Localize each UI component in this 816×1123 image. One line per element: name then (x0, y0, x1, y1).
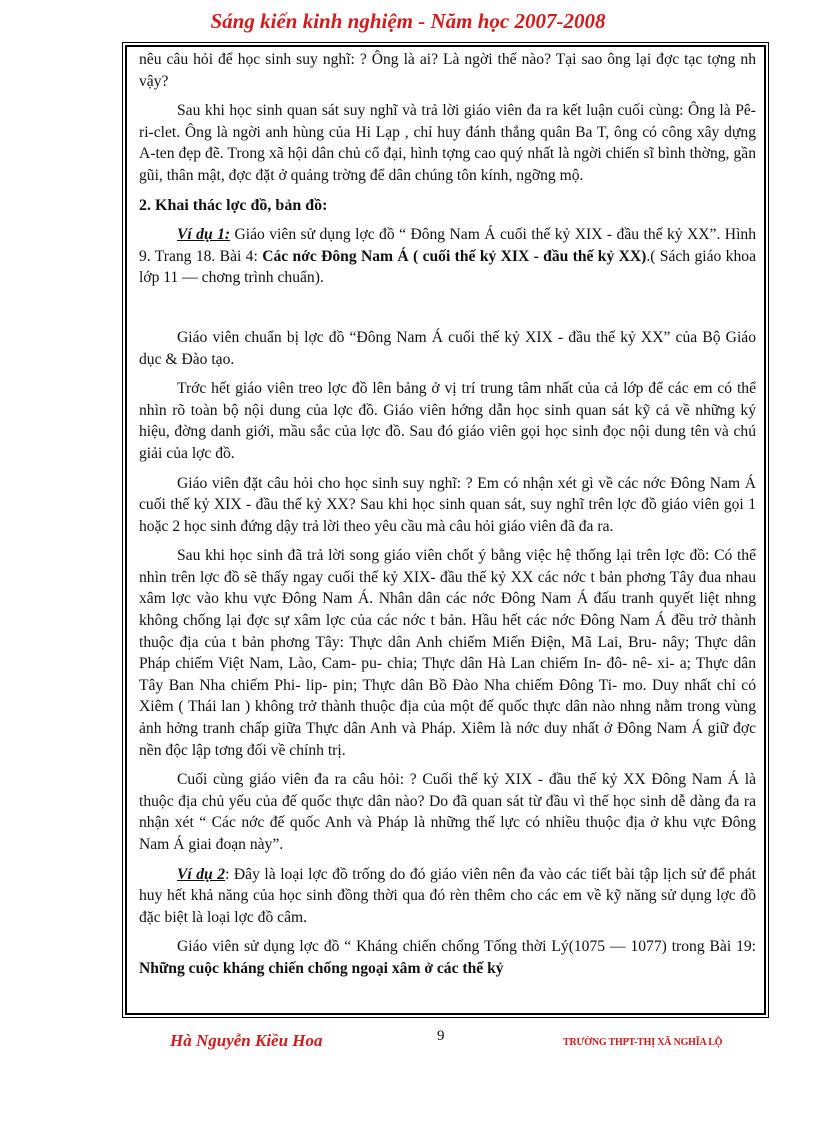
paragraph-4: Trớc hết giáo viên treo lợc đồ lên bảng ở vị trí trung tâm nhất của cả lớp để các em có thể nhìn rõ toàn bộ nội dung của lợc đồ. Giáo viên hớng dẫn học sinh quan sát kỹ cả về những ký hiệu, đờng danh giới, mầu sắc của lợc đồ. Sau đó giáo viên gọi học sinh đọc nội dung tên và chú giải của lợc đồ. (139, 380, 756, 462)
example-1-text: Giáo viên sử dụng lợc đồ “ Đông Nam Á cuối thế kỷ XIX - đầu thế kỷ XX”. Hình 9. Trang 18. Bài 4: (139, 226, 756, 265)
document-body (127, 47, 764, 980)
example-1 (139, 224, 756, 289)
paragraph-3: Giáo viên chuẩn bị lợc đồ “Đông Nam Á cuối thế kỷ XIX - đầu thế kỷ XX” của Bộ Giáo dục & Đào tạo. (139, 328, 756, 368)
page-number: 9 (437, 1028, 445, 1044)
paragraph-1: nêu câu hỏi để học sinh suy nghĩ: ? Ông là ai? Là ngời thế nào? Tại sao ông lại đợc tạc tợng nh vậy? (139, 51, 756, 90)
paragraph-7: Cuối cùng giáo viên đa ra câu hỏi: ? Cuối thế kỷ XIX - đầu thế kỷ XX Đông Nam Á là thuộc địa chủ yếu của đế quốc thực dân nào? Do đã quan sát từ đầu vì thế học sinh dễ dàng đa ra nhận xét “ Các nớc đế quốc Anh và Pháp là những thế lực có nhiều thuộc địa ở khu vực Đông Nam Á giai đoạn này”. (139, 771, 756, 853)
paragraph-8-text: Giáo viên sử dụng lợc đồ “ Kháng chiến chống Tống thời Lý(1075 — 1077) trong Bài 19: (177, 938, 756, 956)
school-name: TRƯỜNG THPT-THỊ XÃ NGHĨA LỘ (563, 1037, 723, 1048)
paragraph-6: Sau khi học sinh đã trả lời song giáo viên chốt ý bằng việc hệ thống lại trên lợc đồ: Có thể nhìn trên lợc đồ sẽ thấy ngay cuối thế kỷ XIX- đầu thế kỷ XX các nớc t bản phơng Tây đua nhau xâm lợc vào khu vực Đông Nam Á. Nhân dân các nớc Đông Nam Á đấu tranh quyết liệt nhng không chống lại đợc sự xâm lợc của các nớc t bản. Hầu hết các nớc Đông Nam Á đều trở thành thuộc địa của t bản phơng Tây: Thực dân Anh chiếm Miến Điện, Mã Lai, Bru- nây; Thực dân Pháp chiếm Việt Nam, Lào, Cam- pu- chia; Thực dân Hà Lan chiếm In- đô- nê- xi- a; Thực dân Tây Ban Nha chiếm Phi- lip- pin; Thực dân Bồ Đào Nha chiếm Đông Ti- mo. Duy nhất chỉ có Xiêm ( Thái lan ) không trở thành thuộc địa của một đế quốc thực dân nào nhng nằm trong vùng ảnh hởng tranh chấp giữa Thực dân Anh và Pháp. Xiêm là nớc duy nhất ở Đông Nam Á giữ đợc nền độc lập tơng đối về chính trị. (139, 547, 756, 759)
spacer (139, 297, 756, 327)
example-2 (139, 864, 756, 929)
author-signature: Hà Nguyễn Kiều Hoa (170, 1031, 323, 1050)
page-header: Sáng kiến kinh nghiệm - Năm học 2007-2008 (210, 9, 606, 33)
section-heading: 2. Khai thác lợc đồ, bản đồ: (139, 196, 328, 214)
example-2-label: Ví dụ 2 (177, 865, 226, 883)
paragraph-2: Sau khi học sinh quan sát suy nghĩ và trả lời giáo viên đa ra kết luận cuối cùng: Ông là Pê-ri-clet. Ông là ngời anh hùng của Hi Lạp , chỉ huy đánh thắng quân Ba T, ông có công xây dựng A-ten đẹp đẽ. Trong xã hội dân chủ cổ đại, hình tợng cao quý nhất là ngời chiến sĩ bình thờng, gần gũi, thân mật, đợc đặt ở quảng trờng để dân chúng tôn kính, ngỡng mộ. (139, 102, 756, 184)
paragraph-5: Giáo viên đặt câu hỏi cho học sinh suy nghĩ: ? Em có nhận xét gì về các nớc Đông Nam Á cuối thế kỷ XIX - đầu thế kỷ XX? Sau khi học sinh quan sát, suy nghĩ trên lợc đồ giáo viên gọi 1 hoặc 2 học sinh đứng dậy trả lời theo yêu cầu mà câu hỏi giáo viên đã đa ra. (139, 474, 756, 535)
content-frame (125, 45, 766, 1015)
example-1-label: Ví dụ 1: (177, 226, 231, 244)
paragraph-8-lesson-title: Những cuộc kháng chiến chống ngoại xâm ở các thế kỷ (139, 959, 504, 977)
paragraph-8 (139, 936, 756, 979)
example-2-text: : Đây là loại lợc đồ trống do đó giáo viên nên đa vào các tiết bài tập lịch sử để phát huy hết khả năng của học sinh đồng thời qua đó rèn thêm cho các em về kỹ năng sử dụng lợc đồ đặc biệt là loại lợc đồ câm. (139, 865, 756, 926)
example-1-tail: .( Sách giáo khoa lớp 11 — chơng trình chuẩn). (139, 247, 756, 287)
example-1-lesson-title: Các nớc Đông Nam Á ( cuối thế kỷ XIX - đầu thế kỷ XX) (262, 247, 647, 265)
